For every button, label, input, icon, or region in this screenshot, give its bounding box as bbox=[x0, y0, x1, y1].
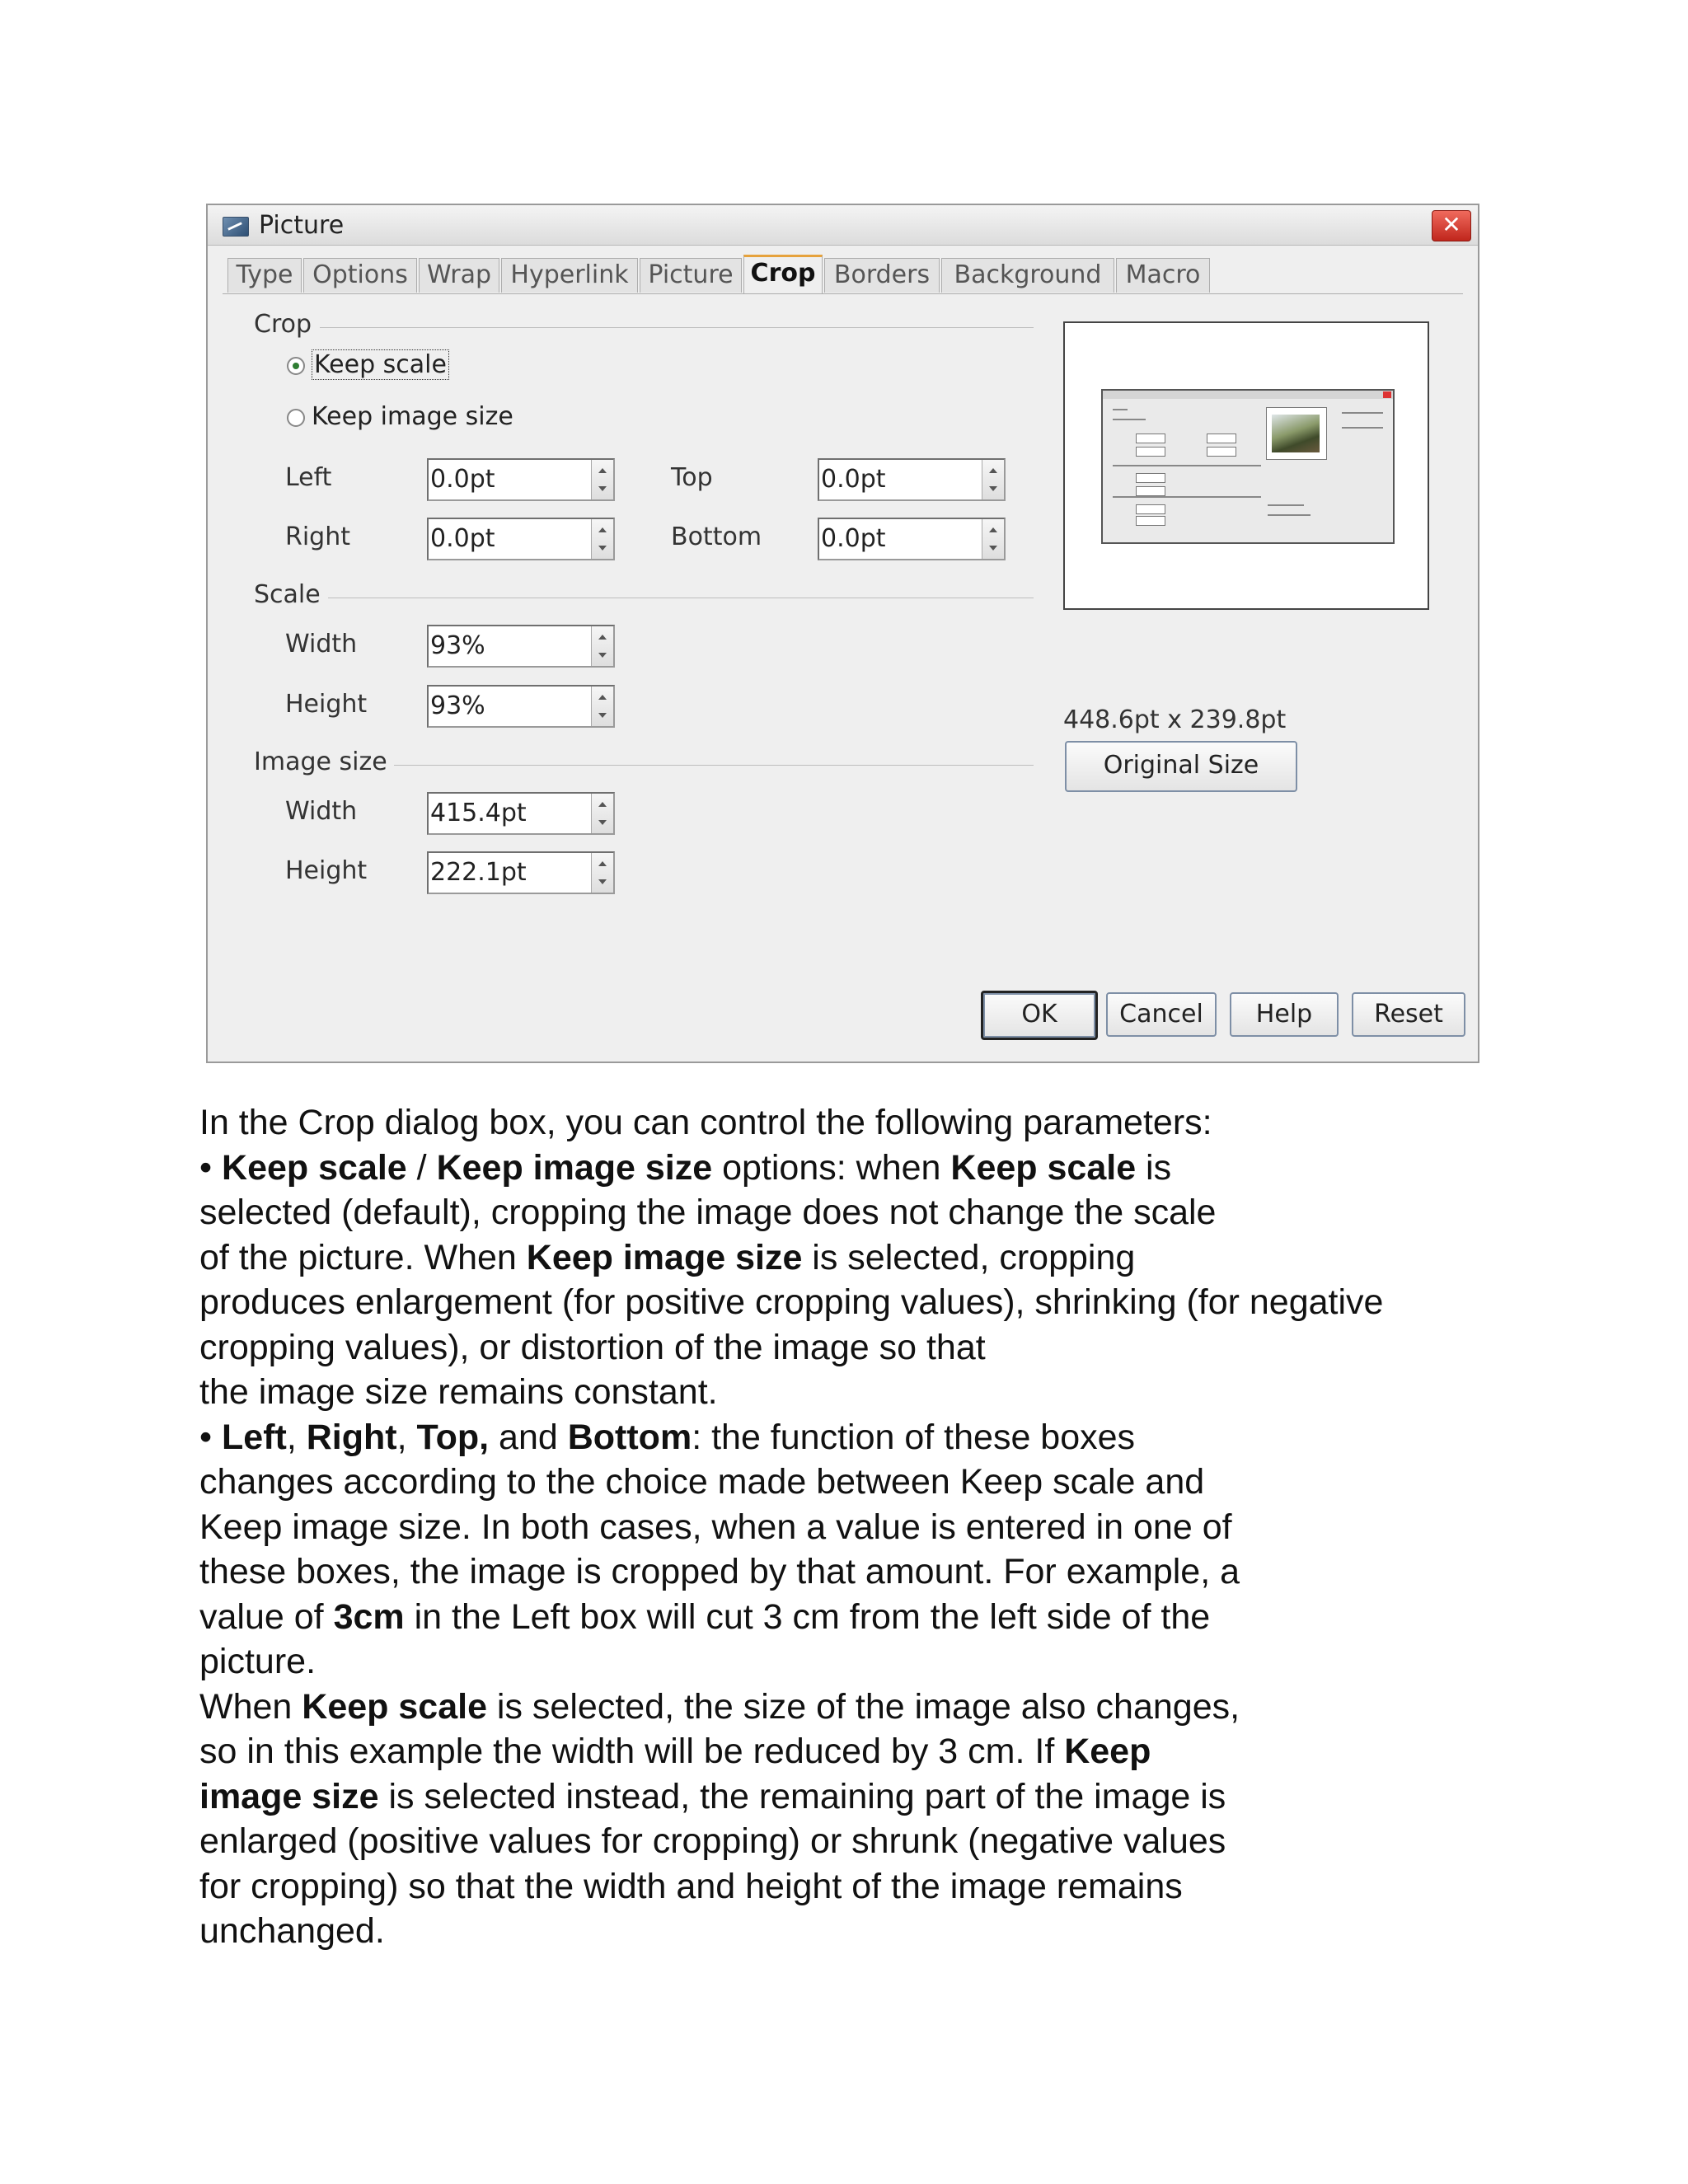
top-label: Top bbox=[671, 463, 713, 492]
bullet-dot: • bbox=[199, 1417, 213, 1457]
intro-line: In the Crop dialog box, you can control the following parameters: bbox=[199, 1103, 1212, 1142]
bullet-keep-scale: • Keep scale / Keep image size options: when Keep scale is bbox=[199, 1147, 1172, 1188]
image-height-spin-arrows[interactable] bbox=[591, 853, 613, 893]
text-line: Keep image size. In both cases, when a value is entered in one of bbox=[199, 1507, 1232, 1547]
text-line: unchanged. bbox=[199, 1911, 385, 1951]
help-button[interactable]: Help bbox=[1230, 992, 1339, 1037]
image-size-section-rule bbox=[394, 765, 1034, 766]
text-line: for cropping) so that the width and height of the image remains bbox=[199, 1866, 1183, 1906]
scale-section-label: Scale bbox=[254, 580, 327, 609]
keep-scale-option[interactable] bbox=[287, 350, 449, 379]
text-line: image size is selected instead, the remaining part of the image is bbox=[199, 1776, 1226, 1816]
preview-thumbnail bbox=[1101, 389, 1395, 544]
original-dimensions: 448.6pt x 239.8pt bbox=[1063, 705, 1287, 734]
tab-wrap[interactable]: Wrap bbox=[419, 258, 499, 293]
top-value: 0.0pt bbox=[821, 465, 886, 494]
original-size-button[interactable]: Original Size bbox=[1065, 741, 1297, 792]
scale-width-value: 93% bbox=[430, 631, 485, 660]
text-line: value of 3cm in the Left box will cut 3 cm from the left side of the bbox=[199, 1596, 1211, 1637]
scale-width-label: Width bbox=[285, 630, 358, 658]
image-width-label: Width bbox=[285, 797, 358, 826]
image-height-spinbox[interactable] bbox=[427, 851, 615, 894]
paragraph-keep-scale: When Keep scale is selected, the size of the image also changes, bbox=[199, 1686, 1240, 1727]
right-label: Right bbox=[285, 523, 350, 551]
image-width-spin-arrows[interactable] bbox=[591, 794, 613, 833]
text-line: produces enlargement (for positive cropping values), shrinking (for negative bbox=[199, 1282, 1384, 1322]
scale-height-label: Height bbox=[285, 690, 368, 719]
text-line: cropping values), or distortion of the image so that bbox=[199, 1327, 986, 1367]
keep-scale-radio[interactable] bbox=[287, 357, 305, 375]
right-value: 0.0pt bbox=[430, 524, 495, 553]
text-line: selected (default), cropping the image does not change the scale bbox=[199, 1193, 1217, 1232]
close-button[interactable]: ✕ bbox=[1432, 210, 1471, 241]
scale-width-spin-arrows[interactable] bbox=[591, 626, 613, 666]
scale-height-spin-arrows[interactable] bbox=[591, 687, 613, 726]
bullet-dot: • bbox=[199, 1147, 213, 1188]
picture-icon bbox=[223, 217, 249, 237]
reset-button[interactable]: Reset bbox=[1352, 992, 1465, 1037]
crop-section-rule bbox=[320, 327, 1034, 328]
document-body bbox=[199, 1100, 1518, 1954]
keep-image-size-label: Keep image size bbox=[312, 402, 513, 431]
ok-button[interactable]: OK bbox=[981, 991, 1098, 1040]
keep-image-size-radio[interactable] bbox=[287, 409, 305, 427]
top-spinbox[interactable] bbox=[818, 458, 1006, 501]
bullet-left-right-top-bottom: • Left, Right, Top, and Bottom: the function of these boxes bbox=[199, 1417, 1136, 1457]
bottom-label: Bottom bbox=[671, 523, 762, 551]
left-spinbox[interactable] bbox=[427, 458, 615, 501]
text-line: so in this example the width will be reduced by 3 cm. If Keep bbox=[199, 1732, 1151, 1771]
scale-height-value: 93% bbox=[430, 691, 485, 720]
left-label: Left bbox=[285, 463, 332, 492]
crop-section-label: Crop bbox=[254, 310, 318, 339]
text-line: the image size remains constant. bbox=[199, 1372, 718, 1412]
top-spin-arrows[interactable] bbox=[982, 460, 1004, 499]
text-line: picture. bbox=[199, 1642, 316, 1681]
tab-options[interactable]: Options bbox=[303, 258, 417, 293]
picture-dialog bbox=[206, 204, 1479, 1063]
right-spinbox[interactable] bbox=[427, 518, 615, 560]
tab-macro[interactable]: Macro bbox=[1116, 258, 1210, 293]
left-spin-arrows[interactable] bbox=[591, 460, 613, 499]
tab-picture[interactable]: Picture bbox=[640, 258, 742, 293]
tab-crop[interactable]: Crop bbox=[743, 255, 823, 294]
bottom-spin-arrows[interactable] bbox=[982, 519, 1004, 559]
tab-type[interactable]: Type bbox=[227, 258, 302, 293]
text-line: enlarged (positive values for cropping) or shrunk (negative values bbox=[199, 1821, 1226, 1861]
image-height-label: Height bbox=[285, 856, 368, 885]
image-width-value: 415.4pt bbox=[430, 799, 527, 827]
image-size-section-label: Image size bbox=[254, 748, 394, 776]
text-line: these boxes, the image is cropped by that amount. For example, a bbox=[199, 1552, 1240, 1591]
image-width-spinbox[interactable] bbox=[427, 792, 615, 835]
left-value: 0.0pt bbox=[430, 465, 495, 494]
keep-image-size-option[interactable] bbox=[287, 402, 513, 431]
tab-hyperlink[interactable]: Hyperlink bbox=[501, 258, 638, 293]
bottom-spinbox[interactable] bbox=[818, 518, 1006, 560]
bottom-value: 0.0pt bbox=[821, 524, 886, 553]
text-line: of the picture. When Keep image size is selected, cropping bbox=[199, 1237, 1136, 1277]
scale-height-spinbox[interactable] bbox=[427, 685, 615, 728]
right-spin-arrows[interactable] bbox=[591, 519, 613, 559]
cancel-button[interactable]: Cancel bbox=[1106, 992, 1217, 1037]
scale-width-spinbox[interactable] bbox=[427, 625, 615, 668]
text-line: changes according to the choice made between Keep scale and bbox=[199, 1462, 1205, 1502]
crop-preview bbox=[1063, 321, 1429, 610]
image-height-value: 222.1pt bbox=[430, 858, 527, 887]
dialog-titlebar[interactable] bbox=[208, 205, 1478, 246]
keep-scale-label: Keep scale bbox=[312, 349, 449, 380]
dialog-title: Picture bbox=[259, 211, 345, 240]
tab-background[interactable]: Background bbox=[941, 258, 1114, 293]
tab-borders[interactable]: Borders bbox=[824, 258, 940, 293]
